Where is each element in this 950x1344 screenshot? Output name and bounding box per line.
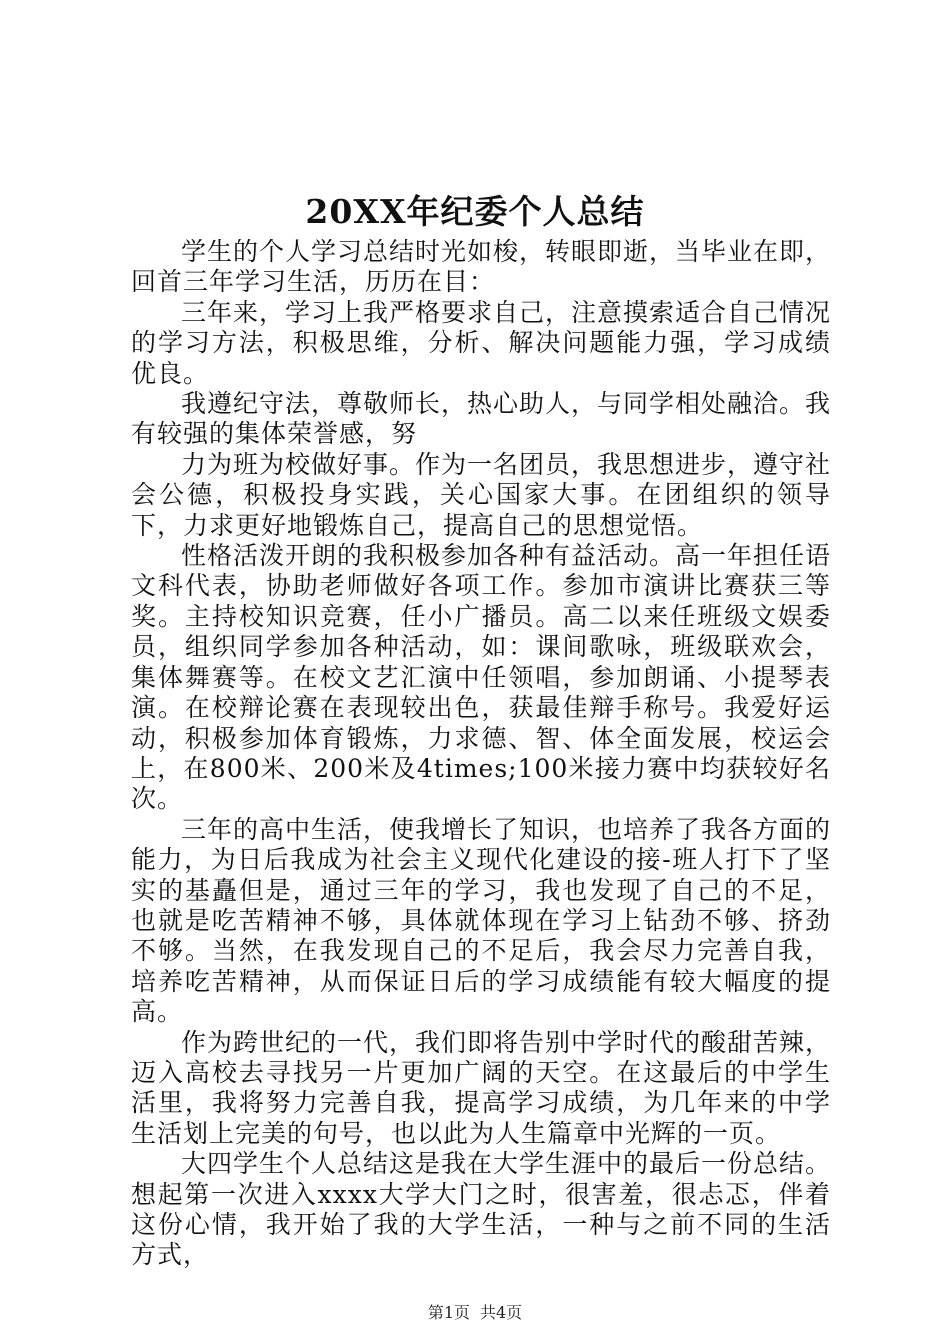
- page-total: 共4页: [480, 1303, 523, 1322]
- document-title: 20XX年纪委个人总结: [305, 192, 645, 231]
- paragraph: 学生的个人学习总结时光如梭，转眼即逝，当毕业在即，回首三年学习生活，历历在目：: [131, 237, 832, 297]
- page-number: 第1页: [427, 1303, 470, 1322]
- paragraph: 我遵纪守法，尊敬师长，热心助人，与同学相处融洽。我有较强的集体荣誉感，努: [131, 389, 832, 449]
- document-body: [131, 237, 831, 1271]
- paragraph: 大四学生个人总结这是我在大学生涯中的最后一份总结。想起第一次进入xxxx大学大门之时，很害羞，很忐忑，伴着这份心情，我开始了我的大学生活，一种与之前不同的生活方式，: [131, 1149, 832, 1270]
- paragraph: 三年的高中生活，使我增长了知识，也培养了我各方面的能力，为日后我成为社会主义现代化建设的接-班人打下了坚实的基矗但是，通过三年的学习，我也发现了自己的不足，也就是吃苦精神不够，具体就体现在学习上钻劲不够、挤劲不够。当然，在我发现自己的不足后，我会尽力完善自我，培养吃苦精神，从而保证日后的学习成绩能有较大幅度的提高。: [131, 814, 832, 1027]
- paragraph: 力为班为校做好事。作为一名团员，我思想进步，遵守社会公德，积极投身实践，关心国家大事。在团组织的领导下，力求更好地锻炼自己，提高自己的思想觉悟。: [131, 449, 832, 540]
- page-footer: [0, 1300, 950, 1323]
- paragraph: 三年来，学习上我严格要求自己，注意摸索适合自己情况的学习方法，积极思维，分析、解决问题能力强，学习成绩优良。: [131, 297, 832, 388]
- paragraph: 性格活泼开朗的我积极参加各种有益活动。高一年担任语文科代表，协助老师做好各项工作。参加市演讲比赛获三等奖。主持校知识竞赛，任小广播员。高二以来任班级文娱委员，组织同学参加各种活动，如：课间歌咏，班级联欢会，集体舞赛等。在校文艺汇演中任领唱，参加朗诵、小提琴表演。在校辩论赛在表现较出色，获最佳辩手称号。我爱好运动，积极参加体育锻炼，力求德、智、体全面发展，校运会上，在800米、200米及4times;100米接力赛中均获较好名次。: [131, 541, 832, 814]
- paragraph: 作为跨世纪的一代，我们即将告别中学时代的酸甜苦辣，迈入高校去寻找另一片更加广阔的天空。在这最后的中学生活里，我将努力完善自我，提高学习成绩，为几年来的中学生活划上完美的句号，也以此为人生篇章中光辉的一页。: [131, 1027, 832, 1148]
